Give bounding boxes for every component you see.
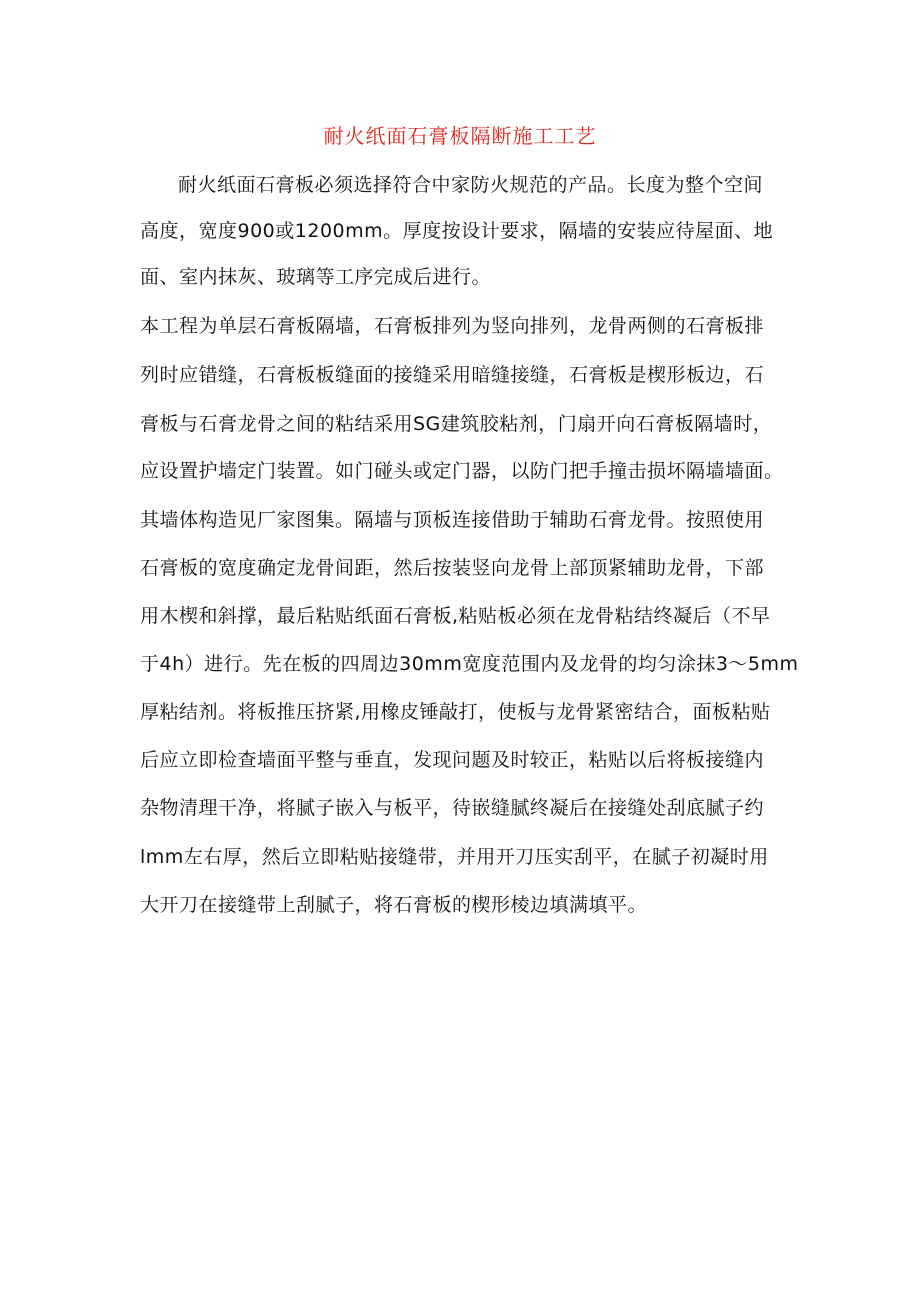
paragraph-2-line-9: 厚粘结剂。将板推压挤紧,用橡皮锤敲打，使板与龙骨紧密结合，面板粘贴 <box>140 701 771 723</box>
paragraph-2-line-2: 列时应错缝，石膏板板缝面的接缝采用暗缝接缝，石膏板是楔形板边，石 <box>140 364 765 386</box>
paragraph-2-line-7: 用木楔和斜撑，最后粘贴纸面石膏板,粘贴板必须在龙骨粘结终凝后（不早 <box>140 605 771 627</box>
paragraph-2-line-10: 后应立即检查墙面平整与垂直，发现问题及时较正，粘贴以后将板接缝内 <box>140 749 765 771</box>
paragraph-2-line-11: 杂物清理干净，将腻子嵌入与板平，待嵌缝腻终凝后在接缝处刮底腻子约 <box>140 797 765 819</box>
paragraph-1-line-2: 高度，宽度900或1200mm。厚度按设计要求，隔墙的安装应待屋面、地 <box>140 220 774 242</box>
paragraph-2-line-4: 应设置护墙定门装置。如门碰头或定门器，以防门把手撞击损坏隔墙墙面。 <box>140 460 784 482</box>
paragraph-1-line-3: 面、室内抹灰、玻璃等工序完成后进行。 <box>140 266 492 288</box>
paragraph-2-line-8: 于4h）进行。先在板的四周边30mm宽度范围内及龙骨的均匀涂抹3～5mm <box>140 653 799 675</box>
paragraph-2-line-13: 大开刀在接缝带上刮腻子，将石膏板的楔形棱边填满填平。 <box>140 894 648 916</box>
document-title: 耐火纸面石膏板隔断施工工艺 <box>323 124 597 148</box>
paragraph-2-line-5: 其墙体构造见厂家图集。隔墙与顶板连接借助于辅助石膏龙骨。按照使用 <box>140 509 765 531</box>
paragraph-2-line-6: 石膏板的宽度确定龙骨间距，然后按装竖向龙骨上部顶紧辅助龙骨，下部 <box>140 557 765 579</box>
paragraph-2-line-3: 膏板与石膏龙骨之间的粘结采用SG建筑胶粘剂，门扇开向石膏板隔墙时， <box>140 413 773 435</box>
paragraph-2-line-1: 本工程为单层石膏板隔墙，石膏板排列为竖向排列，龙骨两侧的石膏板排 <box>140 315 765 337</box>
paragraph-2-line-12: lmm左右厚，然后立即粘贴接缝带，并用开刀压实刮平，在腻子初凝时用 <box>140 846 769 868</box>
paragraph-1-line-1: 耐火纸面石膏板必须选择符合中家防火规范的产品。长度为整个空间 <box>178 174 764 196</box>
